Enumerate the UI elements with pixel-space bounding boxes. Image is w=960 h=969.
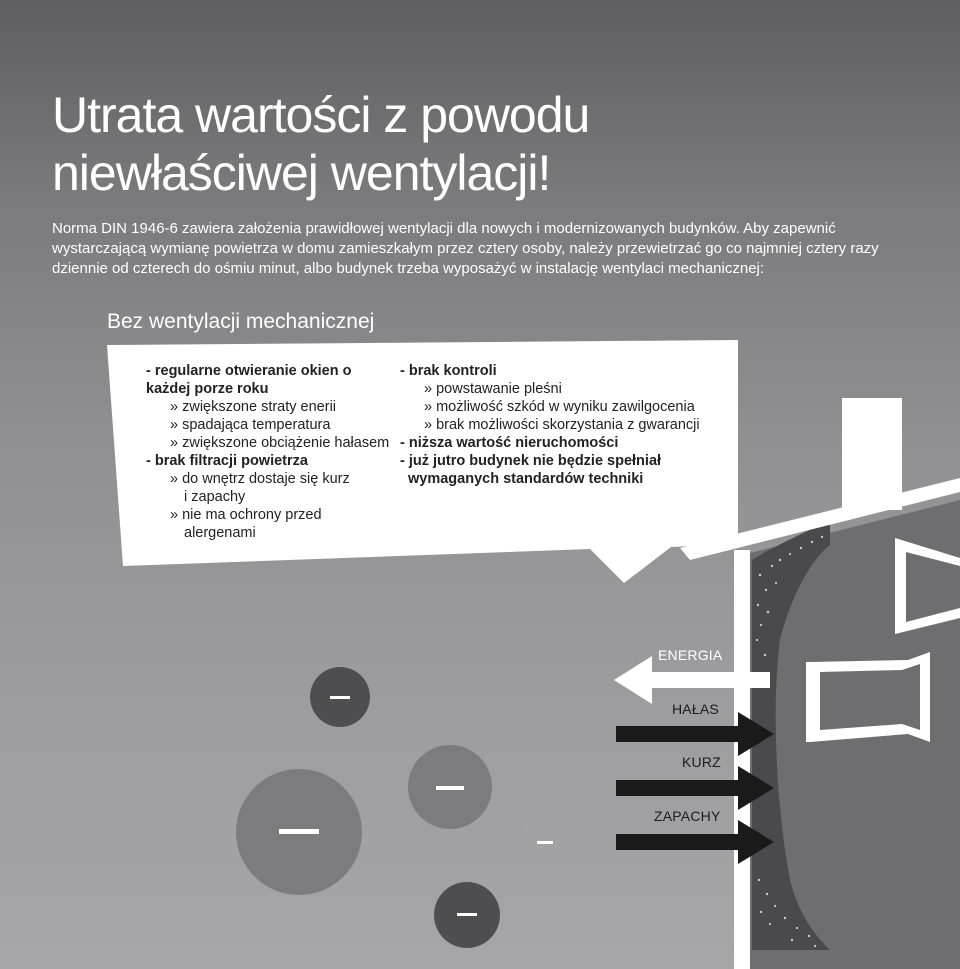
list-item: - brak filtracji powietrza [146,453,308,469]
section-heading: Bez wentylacji mechanicznej [107,310,375,333]
title-line-1: Utrata wartości z powodu [52,87,590,143]
list-subitem: » zwiększone obciążenie hałasem [170,435,390,451]
list-subitem: i zapachy [184,489,246,505]
list-item: wymaganych standardów techniki [408,471,644,487]
minus-circle-icon [236,769,362,895]
house-wall [734,550,750,969]
minus-circle-icon [434,882,500,948]
left-consequences-list [146,362,396,542]
list-item: - regularne otwieranie okien o [146,363,352,379]
list-subitem: alergenami [184,525,256,541]
list-subitem: » możliwość szkód w wyniku zawilgocenia [424,399,695,415]
list-subitem: » do wnętrz dostaje się kurz [170,471,350,487]
page-title [52,86,589,202]
window-icon [808,652,930,742]
minus-circle-icon [310,667,370,727]
flow-label-kurz: KURZ [682,754,721,770]
list-subitem: » brak możliwości skorzystania z gwarancji [424,417,700,433]
list-item: każdej porze roku [146,381,269,397]
flow-label-halas: HAŁAS [672,701,719,717]
right-consequences-list [400,362,730,488]
title-line-2: niewłaściwej wentylacji! [52,145,551,201]
list-item: - brak kontroli [400,363,497,379]
list-item: - niższa wartość nieruchomości [400,435,619,451]
chimney [842,398,902,510]
list-subitem: » spadająca temperatura [170,417,331,433]
list-subitem: » nie ma ochrony przed [170,507,322,523]
list-subitem: » powstawanie pleśni [424,381,562,397]
minus-circle-icon [521,818,569,866]
minus-circle-icon [408,745,492,829]
flow-label-energia: ENERGIA [658,647,723,663]
list-item: - już jutro budynek nie będzie spełniał [400,453,662,469]
flow-label-zapachy: ZAPACHY [654,808,721,824]
intro-paragraph: Norma DIN 1946-6 zawiera założenia prawidłowej wentylacji dla nowych i modernizowanych budynków. Aby zapewnić wystarczającą wymianę powietrza w domu zamieszkałym przez cztery osoby, należy przewietrzać go co najmniej cztery razy dziennie od czterech do ośmiu minut, albo budynek trzeba wyposażyć w instalację wentylaci mechanicznej: [52,220,879,277]
list-subitem: » zwiększone straty enerii [170,399,337,415]
